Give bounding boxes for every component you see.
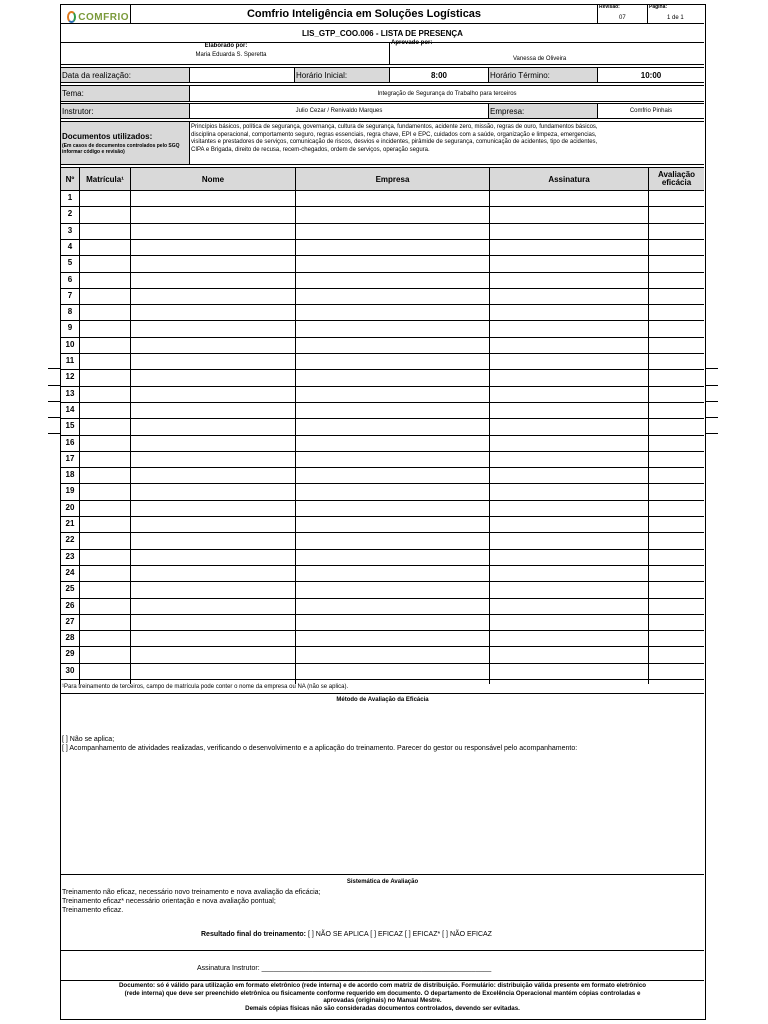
table-row <box>61 272 704 288</box>
assinatura-cell[interactable] <box>490 614 648 630</box>
empresa-cell[interactable] <box>296 532 489 548</box>
row-number: 1 <box>67 193 73 202</box>
empresa-cell[interactable] <box>296 320 489 336</box>
avaliacao-cell[interactable] <box>649 516 704 532</box>
margin-tick <box>706 433 718 434</box>
sistematica-line-1: Treinamento não eficaz, necessário novo treinamento e nova avaliação da eficácia; <box>62 889 321 896</box>
table-row <box>61 402 704 418</box>
nome-cell[interactable] <box>131 483 295 499</box>
row-number: 14 <box>65 404 75 414</box>
matricula-cell[interactable] <box>80 353 130 369</box>
empresa-cell[interactable] <box>296 614 489 630</box>
matricula-cell[interactable] <box>80 255 130 271</box>
empresa-cell[interactable] <box>296 500 489 516</box>
row-number: 24 <box>65 567 75 577</box>
empresa-cell[interactable] <box>296 598 489 614</box>
empresa-cell[interactable] <box>296 516 489 532</box>
metodo-option-nao-aplica[interactable]: [ ] Não se aplica; <box>62 736 115 743</box>
avaliacao-cell[interactable] <box>649 190 704 206</box>
matricula-cell[interactable] <box>80 337 130 353</box>
table-row <box>61 206 704 222</box>
empresa-cell[interactable] <box>296 190 489 206</box>
matricula-cell[interactable] <box>80 418 130 434</box>
elaborado-label: Elaborado por: <box>204 43 248 49</box>
nome-cell[interactable] <box>131 272 295 288</box>
avaliacao-cell[interactable] <box>649 581 704 597</box>
avaliacao-cell[interactable] <box>649 435 704 451</box>
row-number: 3 <box>67 225 73 235</box>
table-row <box>61 630 704 646</box>
table-header-row <box>61 168 704 190</box>
row-number: 21 <box>65 519 75 528</box>
matricula-cell[interactable] <box>80 239 130 255</box>
col-header-avaliacao: Avaliação eficácia <box>649 168 704 190</box>
matricula-cell[interactable] <box>80 630 130 646</box>
assinatura-cell[interactable] <box>490 223 648 239</box>
assinatura-cell[interactable] <box>490 451 648 467</box>
assinatura-cell[interactable] <box>490 532 648 548</box>
matricula-cell[interactable] <box>80 549 130 565</box>
table-row <box>61 516 704 532</box>
nome-cell[interactable] <box>131 353 295 369</box>
logo-mark-icon <box>67 11 76 23</box>
matricula-cell[interactable] <box>80 435 130 451</box>
matricula-cell[interactable] <box>80 467 130 483</box>
margin-tick <box>706 385 718 386</box>
nome-cell[interactable] <box>131 223 295 239</box>
row-number: 28 <box>65 633 75 643</box>
documentos-label: Documentos utilizados: <box>62 132 153 141</box>
col-header-assinatura: Assinatura <box>490 168 648 190</box>
instrutor-label: Instrutor: <box>61 104 189 118</box>
table-row <box>61 386 704 402</box>
avaliacao-cell[interactable] <box>649 614 704 630</box>
assinatura-cell[interactable] <box>490 467 648 483</box>
assinatura-cell[interactable] <box>490 663 648 679</box>
avaliacao-cell[interactable] <box>649 272 704 288</box>
avaliacao-cell[interactable] <box>649 418 704 434</box>
metodo-option-acompanhamento[interactable]: [ ] Acompanhamento de atividades realizadas, verificando o desenvolvimento e a aplicação do treinamento. Parecer do gestor ou responsável pelo acompanhamento: <box>62 745 578 752</box>
logo-text: COMFRIO <box>78 11 129 23</box>
margin-tick <box>48 401 60 402</box>
empresa-cell[interactable] <box>296 223 489 239</box>
nome-cell[interactable] <box>131 320 295 336</box>
table-row <box>61 353 704 369</box>
row-number: 5 <box>67 258 73 268</box>
margin-tick <box>48 417 60 418</box>
empresa-cell[interactable] <box>296 418 489 434</box>
assinatura-cell[interactable] <box>490 304 648 320</box>
avaliacao-cell[interactable] <box>649 239 704 255</box>
table-row <box>61 581 704 597</box>
documentos-label-box <box>61 122 189 164</box>
matricula-cell[interactable] <box>80 288 130 304</box>
tema-label: Tema: <box>61 86 189 101</box>
table-row <box>61 565 704 581</box>
avaliacao-cell[interactable] <box>649 663 704 679</box>
horario-termino-label: Horário Término: <box>489 68 597 82</box>
assinatura-instrutor-line[interactable]: Assinatura Instrutor: ___________________________________________________________ <box>197 965 492 972</box>
revisao-value: 07 <box>619 15 626 21</box>
margin-tick <box>706 401 718 402</box>
row-number: 23 <box>65 551 75 561</box>
avaliacao-cell[interactable] <box>649 353 704 369</box>
nome-cell[interactable] <box>131 206 295 222</box>
matricula-cell[interactable] <box>80 598 130 614</box>
matricula-cell[interactable] <box>80 663 130 679</box>
nome-cell[interactable] <box>131 646 295 662</box>
row-number: 7 <box>67 290 73 300</box>
matricula-cell[interactable] <box>80 516 130 532</box>
matricula-cell[interactable] <box>80 451 130 467</box>
avaliacao-cell[interactable] <box>649 304 704 320</box>
empresa-cell[interactable] <box>296 386 489 402</box>
matricula-cell[interactable] <box>80 500 130 516</box>
row-number: 19 <box>65 486 75 496</box>
assinatura-cell[interactable] <box>490 565 648 581</box>
form-sheet <box>60 4 706 1020</box>
avaliacao-cell[interactable] <box>649 646 704 662</box>
empresa-cell[interactable] <box>296 369 489 385</box>
table-row <box>61 467 704 483</box>
nome-cell[interactable] <box>131 288 295 304</box>
table-row <box>61 255 704 271</box>
avaliacao-cell[interactable] <box>649 500 704 516</box>
row-number: 25 <box>65 584 75 594</box>
avaliacao-cell[interactable] <box>649 206 704 222</box>
row-number: 26 <box>65 600 75 610</box>
empresa-cell[interactable] <box>296 663 489 679</box>
assinatura-cell[interactable] <box>490 500 648 516</box>
nome-cell[interactable] <box>131 386 295 402</box>
empresa-cell[interactable] <box>296 581 489 597</box>
assinatura-cell[interactable] <box>490 353 648 369</box>
table-row <box>61 614 704 630</box>
row-number: 12 <box>65 372 75 382</box>
footer-disclaimer: Documento: só é válido para utilização em formato eletrônico (rede interna) e de acordo com matriz de distribuição. Formulário: distribuição válida presente em formato eletrônico (rede interna) que deve ser preenchido eletrônica ou fisicamente conforme requerido em documento. O departamento de Excelência Operacional mantém cópias controladas e aprovadas (originais) no Manual Mestre. Demais cópias físicas não são consideradas documentos controlados, devendo ser evitadas. <box>118 982 647 1012</box>
avaliacao-cell[interactable] <box>649 337 704 353</box>
avaliacao-cell[interactable] <box>649 565 704 581</box>
avaliacao-cell[interactable] <box>649 598 704 614</box>
table-row <box>61 190 704 206</box>
assinatura-cell[interactable] <box>490 516 648 532</box>
assinatura-cell[interactable] <box>490 337 648 353</box>
table-row <box>61 451 704 467</box>
table-row <box>61 418 704 434</box>
col-header-empresa: Empresa <box>296 168 489 190</box>
assinatura-cell[interactable] <box>490 206 648 222</box>
nome-cell[interactable] <box>131 190 295 206</box>
elaborado-value: Maria Eduarda S. Speretta <box>195 52 267 58</box>
empresa-cell[interactable] <box>296 402 489 418</box>
avaliacao-cell[interactable] <box>649 483 704 499</box>
assinatura-cell[interactable] <box>490 255 648 271</box>
matricula-cell[interactable] <box>80 272 130 288</box>
empresa-cell[interactable] <box>296 646 489 662</box>
assinatura-cell[interactable] <box>490 386 648 402</box>
table-row <box>61 304 704 320</box>
nome-cell[interactable] <box>131 304 295 320</box>
nome-cell[interactable] <box>131 402 295 418</box>
margin-tick <box>48 368 60 369</box>
empresa-cell[interactable] <box>296 304 489 320</box>
table-row <box>61 337 704 353</box>
nome-cell[interactable] <box>131 418 295 434</box>
row-number: 11 <box>65 356 75 365</box>
table-row <box>61 549 704 565</box>
nome-cell[interactable] <box>131 516 295 532</box>
matricula-cell[interactable] <box>80 304 130 320</box>
resultado-label: Resultado final do treinamento: <box>201 931 307 938</box>
empresa-cell[interactable] <box>296 239 489 255</box>
nome-cell[interactable] <box>131 467 295 483</box>
matricula-cell[interactable] <box>80 614 130 630</box>
avaliacao-cell[interactable] <box>649 467 704 483</box>
empresa-cell[interactable] <box>296 337 489 353</box>
aprovado-value: Vanessa de Oliveira <box>513 56 567 62</box>
avaliacao-cell[interactable] <box>649 402 704 418</box>
data-realizacao-field[interactable] <box>190 68 294 82</box>
assinatura-cell[interactable] <box>490 402 648 418</box>
empresa-cell[interactable] <box>296 451 489 467</box>
table-row <box>61 500 704 516</box>
assinatura-cell[interactable] <box>490 646 648 662</box>
matricula-cell[interactable] <box>80 386 130 402</box>
row-number: 16 <box>65 437 75 447</box>
horario-inicial-field[interactable]: 8:00 <box>430 70 447 80</box>
row-number: 10 <box>65 339 75 349</box>
empresa-cell[interactable] <box>296 435 489 451</box>
col-header-nome: Nome <box>131 168 295 190</box>
nome-cell[interactable] <box>131 581 295 597</box>
matricula-cell[interactable] <box>80 223 130 239</box>
assinatura-cell[interactable] <box>490 483 648 499</box>
sistematica-line-2: Treinamento eficaz* necessário orientação e nova avaliação pontual; <box>62 898 276 905</box>
table-row <box>61 483 704 499</box>
assinatura-cell[interactable] <box>490 549 648 565</box>
avaliacao-cell[interactable] <box>649 255 704 271</box>
empresa-label: Empresa: <box>489 104 597 118</box>
horario-inicial-label: Horário Inicial: <box>295 68 389 82</box>
row-number: 2 <box>67 209 73 219</box>
nome-cell[interactable] <box>131 598 295 614</box>
resultado-options[interactable]: [ ] NÃO SE APLICA [ ] EFICAZ [ ] EFICAZ* [ ] NÃO EFICAZ <box>307 931 492 938</box>
matricula-cell[interactable] <box>80 320 130 336</box>
nome-cell[interactable] <box>131 565 295 581</box>
avaliacao-cell[interactable] <box>649 386 704 402</box>
document-code-title: LIS_GTP_COO.006 - LISTA DE PRESENÇA <box>302 28 463 38</box>
sistematica-line-3: Treinamento eficaz. <box>62 907 124 914</box>
empresa-cell[interactable] <box>296 288 489 304</box>
table-row <box>61 646 704 662</box>
margin-tick <box>48 433 60 434</box>
nome-cell[interactable] <box>131 532 295 548</box>
table-footnote: ¹Para treinamento de terceiros, campo de matrícula pode conter o nome da empresa ou NA (não se aplica). <box>62 684 349 690</box>
avaliacao-cell[interactable] <box>649 288 704 304</box>
row-number: 27 <box>65 616 75 626</box>
instrutor-field[interactable]: Julio Cezar / Renivaldo Marques <box>295 108 383 114</box>
row-number: 4 <box>67 241 73 251</box>
avaliacao-cell[interactable] <box>649 630 704 646</box>
nome-cell[interactable] <box>131 451 295 467</box>
margin-tick <box>48 385 60 386</box>
avaliacao-cell[interactable] <box>649 223 704 239</box>
nome-cell[interactable] <box>131 663 295 679</box>
row-number: 13 <box>65 388 75 398</box>
row-number: 30 <box>65 665 75 675</box>
table-row <box>61 320 704 336</box>
assinatura-cell[interactable] <box>490 239 648 255</box>
avaliacao-cell[interactable] <box>649 451 704 467</box>
assinatura-cell[interactable] <box>490 272 648 288</box>
matricula-cell[interactable] <box>80 369 130 385</box>
tema-field[interactable]: Integração de Segurança do Trabalho para terceiros <box>377 90 517 97</box>
table-row <box>61 369 704 385</box>
avaliacao-cell[interactable] <box>649 369 704 385</box>
nome-cell[interactable] <box>131 435 295 451</box>
sistematica-title: Sistemática de Avaliação <box>346 878 419 885</box>
assinatura-cell[interactable] <box>490 288 648 304</box>
row-number: 22 <box>65 535 75 545</box>
row-number: 15 <box>65 421 75 431</box>
margin-tick <box>706 368 718 369</box>
row-number: 8 <box>67 307 73 317</box>
assinatura-cell[interactable] <box>490 320 648 336</box>
metodo-title: Método de Avaliação da Eficácia <box>336 696 429 703</box>
avaliacao-cell[interactable] <box>649 320 704 336</box>
empresa-cell[interactable] <box>296 272 489 288</box>
assinatura-cell[interactable] <box>490 418 648 434</box>
nome-cell[interactable] <box>131 239 295 255</box>
documentos-note: (Em casos de documentos controlados pelo SGQ informar código e revisão) <box>62 143 180 155</box>
matricula-cell[interactable] <box>80 565 130 581</box>
nome-cell[interactable] <box>131 255 295 271</box>
empresa-cell[interactable] <box>296 565 489 581</box>
table-row <box>61 288 704 304</box>
nome-cell[interactable] <box>131 369 295 385</box>
matricula-cell[interactable] <box>80 190 130 206</box>
documentos-field[interactable]: Princípios básicos, política de segurança, governança, cultura de segurança, fundamentos, acidente zero, missão, regras de ouro, fundamentos básicos, disciplina operacional, comportamento seguro, regras essenciais, regra chave, EPI e EPC, cuidados com a saúde, organização e limpeza, emergencias, visitantes e prestadores de serviços, comunicação de riscos, desvios e incidentes, pirâmide de segurança, comunicação de acidentes, tipo de acidentes, CIPA e Brigada, direito de recusa, recem-chegados, ordem de serviços, operação segura. <box>191 124 598 153</box>
row-number: 20 <box>65 502 75 512</box>
table-row <box>61 239 704 255</box>
empresa-cell[interactable] <box>296 255 489 271</box>
pagina-value: 1 de 1 <box>667 15 684 21</box>
matricula-cell[interactable] <box>80 532 130 548</box>
revisao-label: Revisão: <box>599 4 620 10</box>
empresa-cell[interactable] <box>296 467 489 483</box>
assinatura-cell[interactable] <box>490 435 648 451</box>
nome-cell[interactable] <box>131 630 295 646</box>
assinatura-cell[interactable] <box>490 369 648 385</box>
table-row <box>61 435 704 451</box>
row-number: 17 <box>65 453 75 463</box>
matricula-cell[interactable] <box>80 483 130 499</box>
matricula-cell[interactable] <box>80 581 130 597</box>
col-header-numero: Nº <box>61 168 79 190</box>
empresa-cell[interactable] <box>296 630 489 646</box>
table-row <box>61 663 704 679</box>
col-header-matricula: Matrícula¹ <box>80 168 130 190</box>
assinatura-cell[interactable] <box>490 190 648 206</box>
row-number: 18 <box>65 470 75 480</box>
empresa-field[interactable]: Comfrio Pinhais <box>629 108 673 114</box>
empresa-cell[interactable] <box>296 206 489 222</box>
row-number: 6 <box>67 274 73 284</box>
avaliacao-cell[interactable] <box>649 549 704 565</box>
company-title: Comfrio Inteligência em Soluções Logísticas <box>246 8 482 20</box>
margin-tick <box>706 417 718 418</box>
table-row <box>61 532 704 548</box>
assinatura-cell[interactable] <box>490 630 648 646</box>
nome-cell[interactable] <box>131 500 295 516</box>
horario-termino-field[interactable]: 10:00 <box>640 70 662 80</box>
matricula-cell[interactable] <box>80 206 130 222</box>
data-realizacao-label: Data da realização: <box>61 68 189 82</box>
empresa-cell[interactable] <box>296 549 489 565</box>
row-number: 9 <box>67 323 73 333</box>
nome-cell[interactable] <box>131 549 295 565</box>
matricula-cell[interactable] <box>80 646 130 662</box>
pagina-label: Página: <box>649 4 668 10</box>
row-number: 29 <box>65 649 75 659</box>
empresa-cell[interactable] <box>296 483 489 499</box>
aprovado-label: Aprovado por: <box>391 40 433 46</box>
avaliacao-cell[interactable] <box>649 532 704 548</box>
nome-cell[interactable] <box>131 337 295 353</box>
table-row <box>61 223 704 239</box>
assinatura-cell[interactable] <box>490 598 648 614</box>
assinatura-cell[interactable] <box>490 581 648 597</box>
empresa-cell[interactable] <box>296 353 489 369</box>
nome-cell[interactable] <box>131 614 295 630</box>
matricula-cell[interactable] <box>80 402 130 418</box>
table-row <box>61 598 704 614</box>
